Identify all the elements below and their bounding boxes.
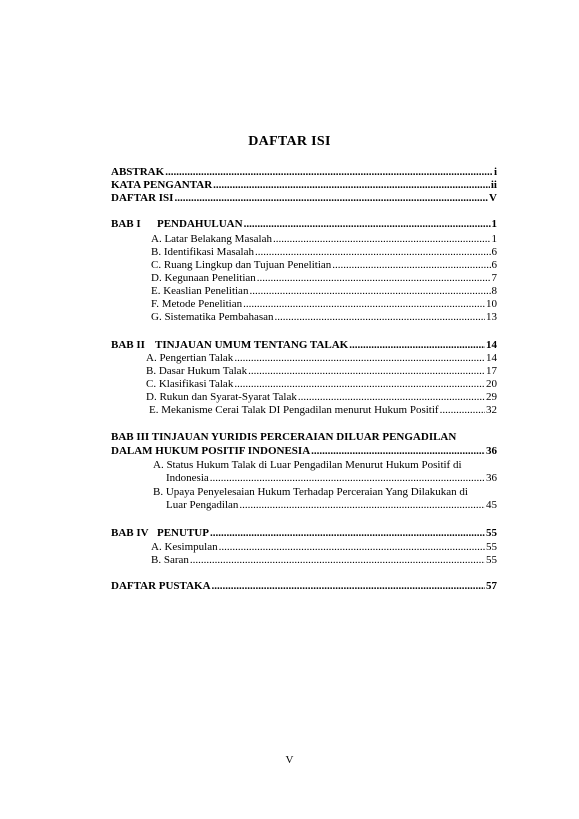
toc-item[interactable] (151, 246, 497, 259)
dot-leader (349, 339, 485, 352)
toc-item-label: Luar Pengadilan (166, 499, 239, 511)
toc-item-label: E. Mekanisme Cerai Talak DI Pengadilan menurut Hukum Positif (149, 404, 439, 416)
toc-item-label: C. Ruang Lingkup dan Tujuan Penelitian (151, 259, 332, 271)
dot-leader (275, 311, 485, 324)
toc-item-label: D. Rukun dan Syarat-Syarat Talak (146, 391, 297, 403)
toc-item[interactable] (151, 554, 497, 567)
dot-leader (165, 166, 493, 179)
toc-page-number: 1 (491, 233, 497, 245)
chapter-heading-bab-3-line-1: BAB III TINJAUAN YURIDIS PERCERAIAN DILUAR PENGADILAN (111, 431, 457, 443)
toc-chapter-bab-1[interactable] (111, 218, 497, 231)
toc-item-label: A. Latar Belakang Masalah (151, 233, 272, 245)
toc-page-number: 1 (491, 218, 497, 230)
toc-entry-daftar-pustaka[interactable] (111, 580, 497, 593)
toc-page-number: 6 (491, 259, 497, 271)
chapter-title: TINJAUAN UMUM TENTANG TALAK (155, 339, 349, 351)
toc-item[interactable] (146, 391, 497, 404)
toc-page-number: 55 (486, 541, 497, 553)
toc-page-number: 20 (486, 378, 497, 390)
toc-item[interactable] (151, 311, 497, 324)
toc-page-number: 17 (486, 365, 497, 377)
toc-page-number: i (493, 166, 497, 178)
dot-leader (273, 233, 491, 246)
dot-leader (257, 272, 491, 285)
toc-item[interactable] (166, 499, 497, 512)
dot-leader (244, 218, 491, 231)
dot-leader (212, 580, 485, 593)
toc-item[interactable] (151, 298, 497, 311)
toc-item-label-line-1: A. Status Hukum Talak di Luar Pengadilan Menurut Hukum Positif di (153, 459, 462, 471)
toc-page-number: 45 (486, 499, 497, 511)
toc-page-number: 32 (486, 404, 497, 416)
toc-entry-label: ABSTRAK (111, 166, 165, 178)
page-number-footer: V (285, 754, 294, 766)
toc-entry-daftar-isi[interactable] (111, 192, 497, 205)
dot-leader (239, 499, 485, 512)
toc-item[interactable] (146, 352, 497, 365)
dot-leader (248, 365, 485, 378)
chapter-number: BAB I (111, 218, 141, 230)
toc-entry-label: DAFTAR PUSTAKA (111, 580, 211, 592)
toc-page-number: 14 (486, 352, 497, 364)
toc-item[interactable] (151, 541, 497, 554)
chapter-number: BAB IV (111, 527, 149, 539)
dot-leader (219, 541, 485, 554)
toc-page-number: V (489, 192, 497, 204)
toc-item[interactable] (166, 472, 497, 485)
dot-leader (243, 298, 485, 311)
toc-chapter-bab-2[interactable] (111, 339, 497, 352)
dot-leader (234, 352, 485, 365)
toc-item-label: A. Kesimpulan (151, 541, 218, 553)
dot-leader (213, 179, 490, 192)
toc-entry-kata-pengantar[interactable] (111, 179, 497, 192)
dot-leader (249, 285, 490, 298)
toc-item-label: B. Saran (151, 554, 189, 566)
toc-item-label: G. Sistematika Pembahasan (151, 311, 274, 323)
dot-leader (190, 554, 485, 567)
chapter-title: PENDAHULUAN (157, 218, 243, 230)
dot-leader (255, 246, 491, 259)
toc-item[interactable] (149, 404, 497, 417)
toc-page-number: 6 (491, 246, 497, 258)
dot-leader (210, 527, 485, 540)
toc-page-number: 7 (491, 272, 497, 284)
toc-chapter-bab-4[interactable] (111, 527, 497, 540)
toc-item[interactable] (151, 233, 497, 246)
toc-item-label-line-1: B. Upaya Penyelesaian Hukum Terhadap Perceraian Yang Dilakukan di (153, 486, 468, 498)
toc-page-number: 14 (486, 339, 497, 351)
toc-item-label: B. Identifikasi Masalah (151, 246, 254, 258)
toc-item[interactable] (146, 378, 497, 391)
toc-entry-abstrak[interactable] (111, 166, 497, 179)
dot-leader (311, 445, 485, 458)
toc-page-number: 55 (486, 554, 497, 566)
toc-item-label: D. Kegunaan Penelitian (151, 272, 256, 284)
toc-item-label: A. Pengertian Talak (146, 352, 234, 364)
toc-page-number: 36 (486, 445, 497, 457)
chapter-number: BAB II (111, 339, 145, 351)
toc-item-label: F. Metode Penelitian (151, 298, 243, 310)
toc-chapter-bab-3[interactable] (111, 445, 497, 458)
toc-entry-label: KATA PENGANTAR (111, 179, 213, 191)
chapter-title: PENUTUP (157, 527, 209, 539)
page-title: DAFTAR ISI (248, 134, 331, 149)
toc-item-label: B. Dasar Hukum Talak (146, 365, 248, 377)
toc-page-number: 13 (486, 311, 497, 323)
dot-leader (234, 378, 485, 391)
toc-page-number: 36 (486, 472, 497, 484)
toc-item[interactable] (151, 285, 497, 298)
toc-page-number: 10 (486, 298, 497, 310)
toc-page-number: 8 (491, 285, 497, 297)
toc-item-label: E. Keaslian Penelitian (151, 285, 249, 297)
chapter-title: DALAM HUKUM POSITIF INDONESIA (111, 445, 311, 457)
toc-page-number: ii (490, 179, 497, 191)
toc-item-label: Indonesia (166, 472, 209, 484)
toc-item[interactable] (151, 272, 497, 285)
toc-item-label: C. Klasifikasi Talak (146, 378, 234, 390)
toc-page-number: 55 (486, 527, 497, 539)
toc-item[interactable] (146, 365, 497, 378)
dot-leader (440, 404, 485, 417)
toc-entry-label: DAFTAR ISI (111, 192, 174, 204)
toc-page-number: 57 (486, 580, 497, 592)
toc-page-number: 29 (486, 391, 497, 403)
dot-leader (298, 391, 485, 404)
dot-leader (174, 192, 488, 205)
dot-leader (210, 472, 485, 485)
dot-leader (332, 259, 490, 272)
toc-item[interactable] (151, 259, 497, 272)
